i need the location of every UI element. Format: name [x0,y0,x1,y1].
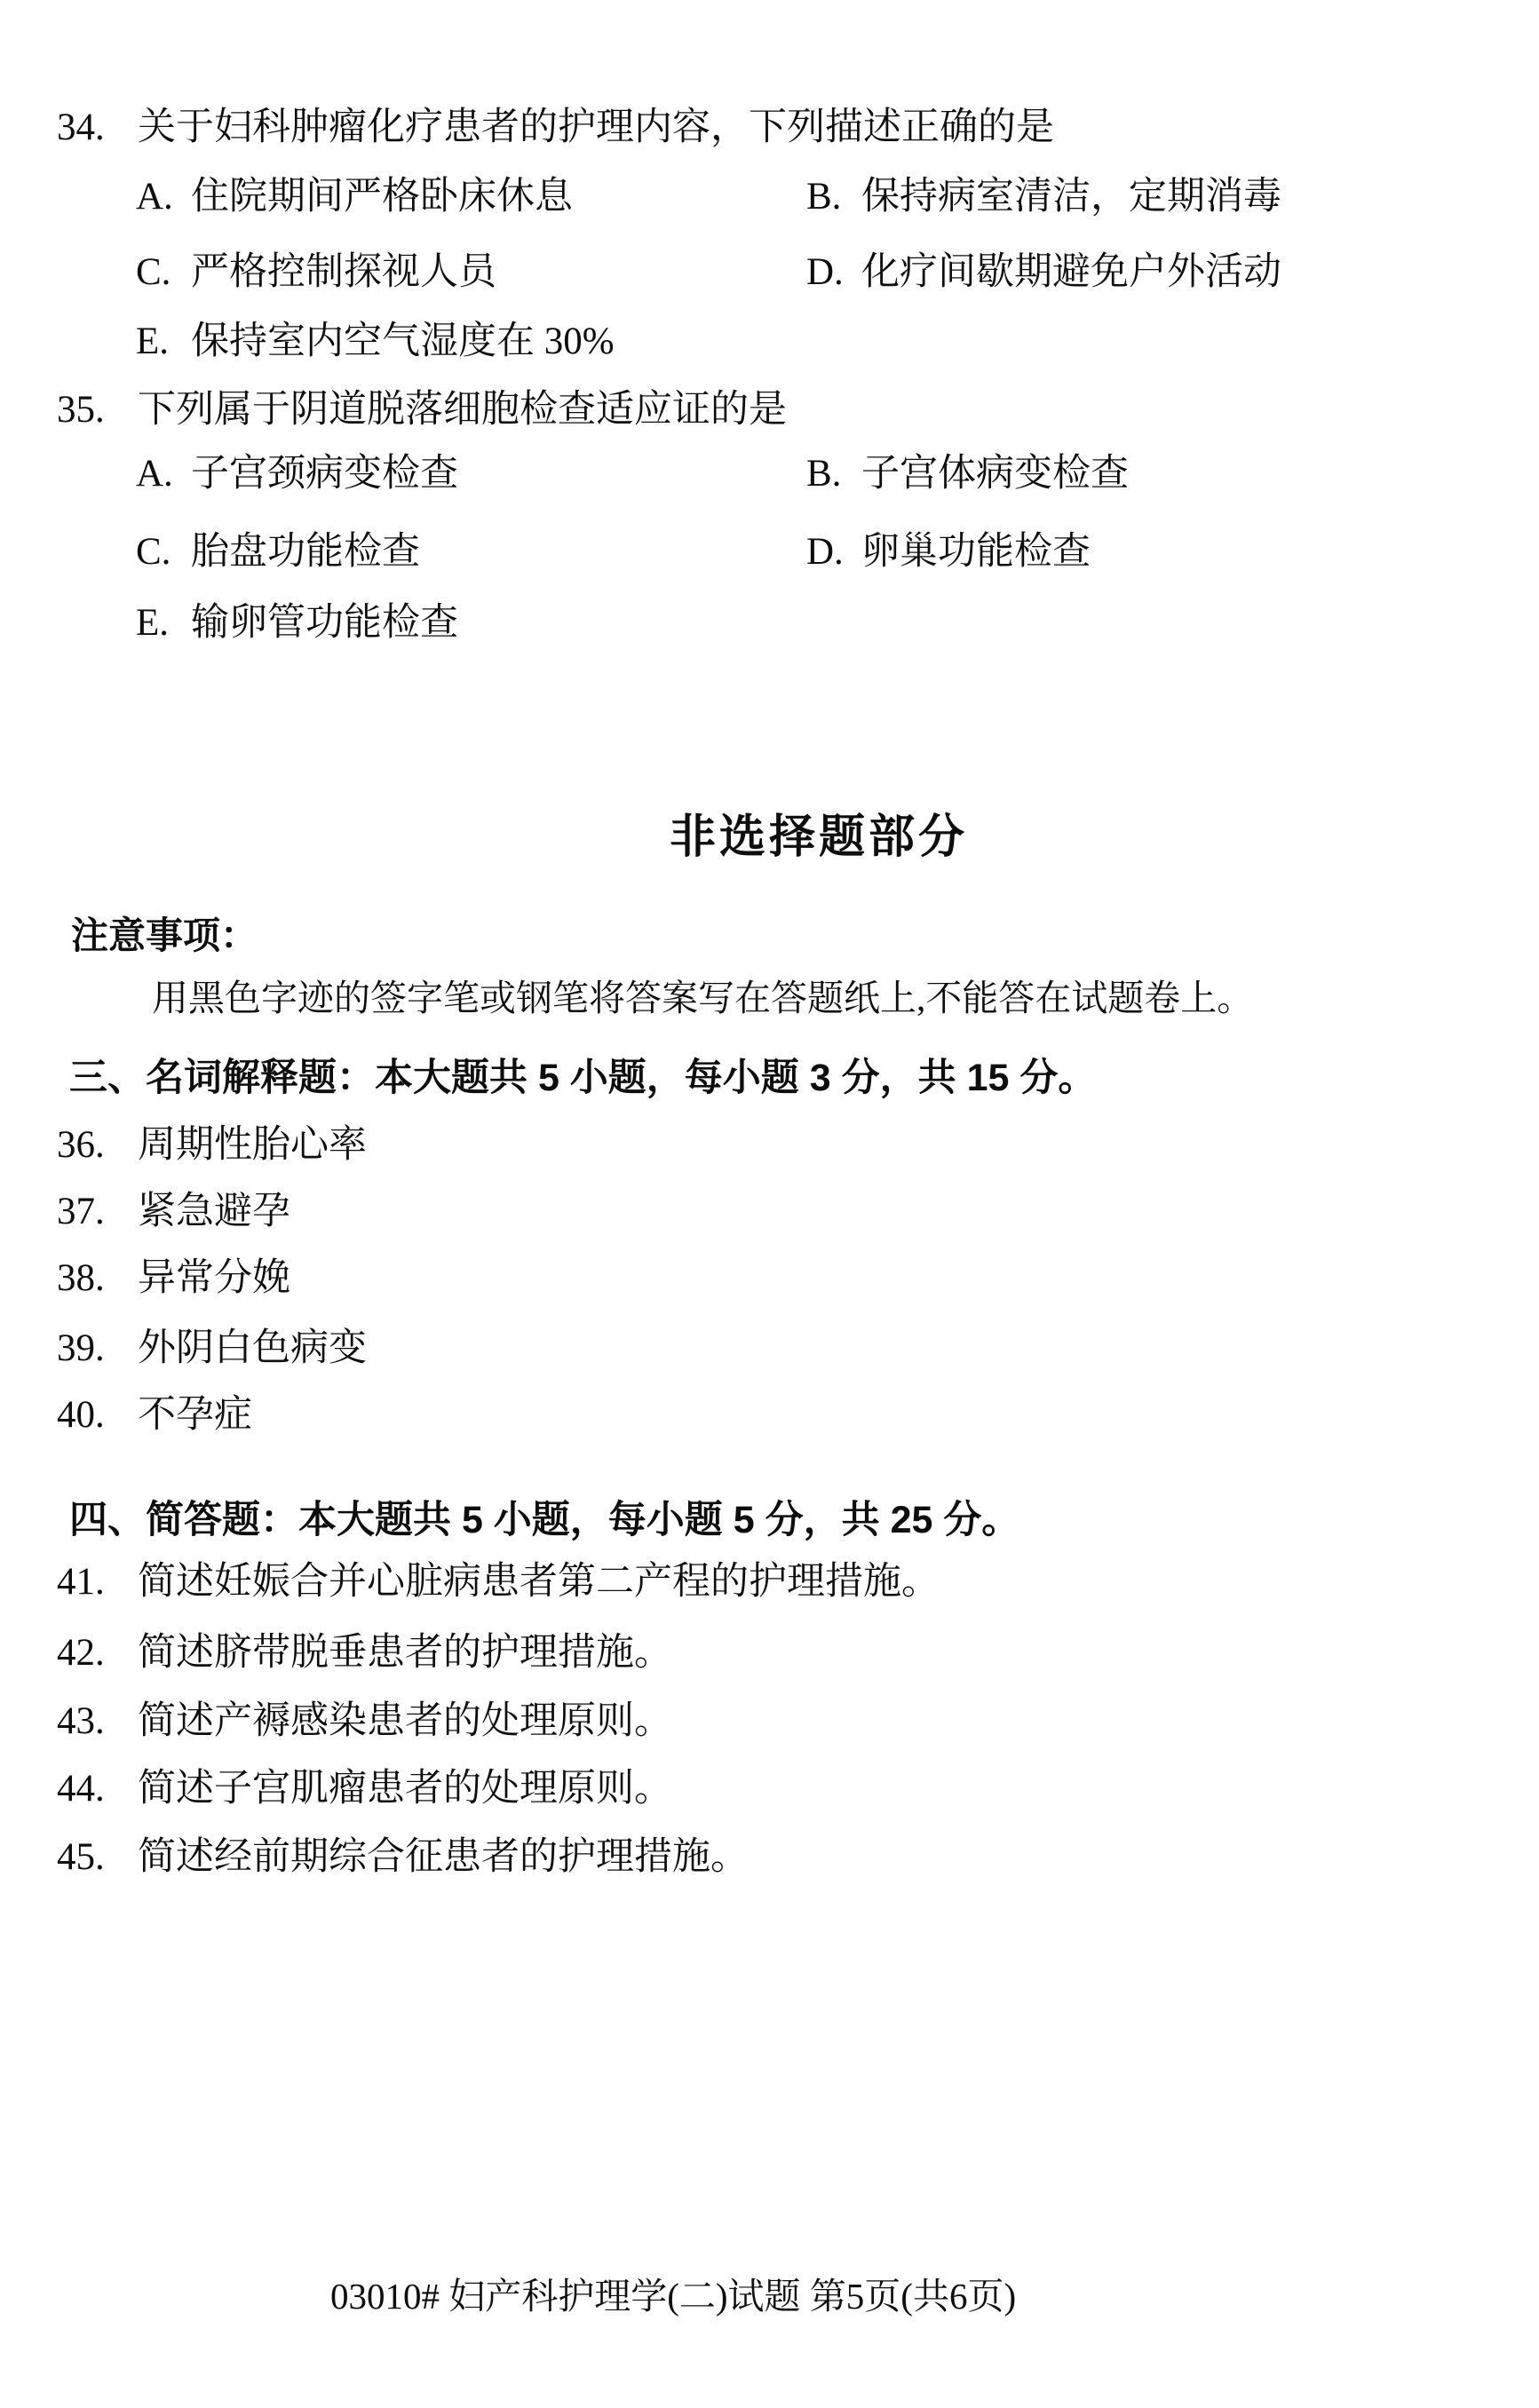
notice-text: 用黑色字迹的签字笔或钢笔将答案写在答题纸上,不能答在试题卷上。 [152,978,1254,1018]
option-text: 住院期间严格卧床休息 [191,176,573,218]
short-answer-text: 简述经前期综合征患者的护理措施。 [138,1836,749,1878]
short-answer-number: 45. [57,1836,105,1878]
term-item-36 [57,1124,367,1166]
option-35-b [806,453,1129,495]
term-text: 周期性胎心率 [138,1124,367,1166]
option-34-c [136,251,496,293]
option-35-e [136,602,458,644]
section-four-heading: 四、简答题：本大题共 5 小题，每小题 5 分，共 25 分。 [69,1499,1020,1541]
section-three-heading: 三、名词解释题：本大题共 5 小题，每小题 3 分，共 15 分。 [69,1057,1097,1099]
option-35-c [136,531,420,573]
short-answer-text: 简述产褥感染患者的处理原则。 [138,1700,672,1742]
term-number: 37. [57,1191,105,1232]
option-text: 胎盘功能检查 [191,531,420,573]
question-stem: 关于妇科肿瘤化疗患者的护理内容，下列描述正确的是 [138,107,1054,148]
term-text: 异常分娩 [138,1257,290,1299]
short-answer-number: 42. [57,1632,105,1674]
term-number: 39. [57,1327,105,1369]
short-answer-text: 简述脐带脱垂患者的护理措施。 [138,1632,672,1674]
question-number: 34. [57,107,105,148]
option-letter: E. [136,321,170,362]
term-text: 外阴白色病变 [138,1327,367,1369]
term-number: 40. [57,1394,105,1436]
option-letter: D. [806,531,844,573]
option-letter: A. [136,453,173,495]
short-answer-item-42 [57,1632,672,1674]
term-number: 38. [57,1257,105,1299]
section-title: 非选择题部分 [670,812,969,863]
option-text: 子宫体病变检查 [861,453,1129,495]
term-item-38 [57,1257,290,1299]
option-letter: D. [806,251,844,293]
option-letter: A. [136,176,173,218]
option-34-e [136,321,615,362]
short-answer-item-43 [57,1700,672,1742]
option-34-a [136,176,573,218]
short-answer-text: 简述妊娠合并心脏病患者第二产程的护理措施。 [138,1561,940,1603]
question-line-34 [57,107,1054,148]
option-text: 子宫颈病变检查 [191,453,458,495]
term-number: 36. [57,1124,105,1166]
option-35-d [806,531,1091,573]
question-stem: 下列属于阴道脱落细胞检查适应证的是 [138,389,787,431]
option-letter: C. [136,251,171,293]
short-answer-number: 44. [57,1768,105,1810]
option-35-a [136,453,458,495]
short-answer-number: 41. [57,1561,105,1603]
short-answer-number: 43. [57,1700,105,1742]
option-text: 严格控制探视人员 [191,251,496,293]
option-text: 输卵管功能检查 [191,602,458,644]
option-34-b [806,176,1281,218]
short-answer-item-41 [57,1561,940,1603]
page-footer: 03010# 妇产科护理学(二)试题 第5页(共6页) [330,2276,1017,2317]
option-letter: B. [806,453,842,495]
option-text: 卵巢功能检查 [861,531,1091,573]
option-text: 化疗间歇期避免户外活动 [861,251,1281,293]
option-text: 保持病室清洁，定期消毒 [861,176,1281,218]
option-letter: E. [136,602,170,644]
option-text: 保持室内空气湿度在 30% [191,321,615,362]
term-text: 不孕症 [138,1394,252,1436]
question-number: 35. [57,389,105,431]
short-answer-text: 简述子宫肌瘤患者的处理原则。 [138,1768,672,1810]
term-item-37 [57,1191,290,1232]
term-item-39 [57,1327,367,1369]
notice-label: 注意事项： [71,915,258,956]
short-answer-item-45 [57,1836,749,1878]
option-letter: B. [806,176,842,218]
term-text: 紧急避孕 [138,1191,290,1232]
option-letter: C. [136,531,171,573]
option-34-d [806,251,1281,293]
term-item-40 [57,1394,252,1436]
question-line-35 [57,389,787,431]
short-answer-item-44 [57,1768,672,1810]
